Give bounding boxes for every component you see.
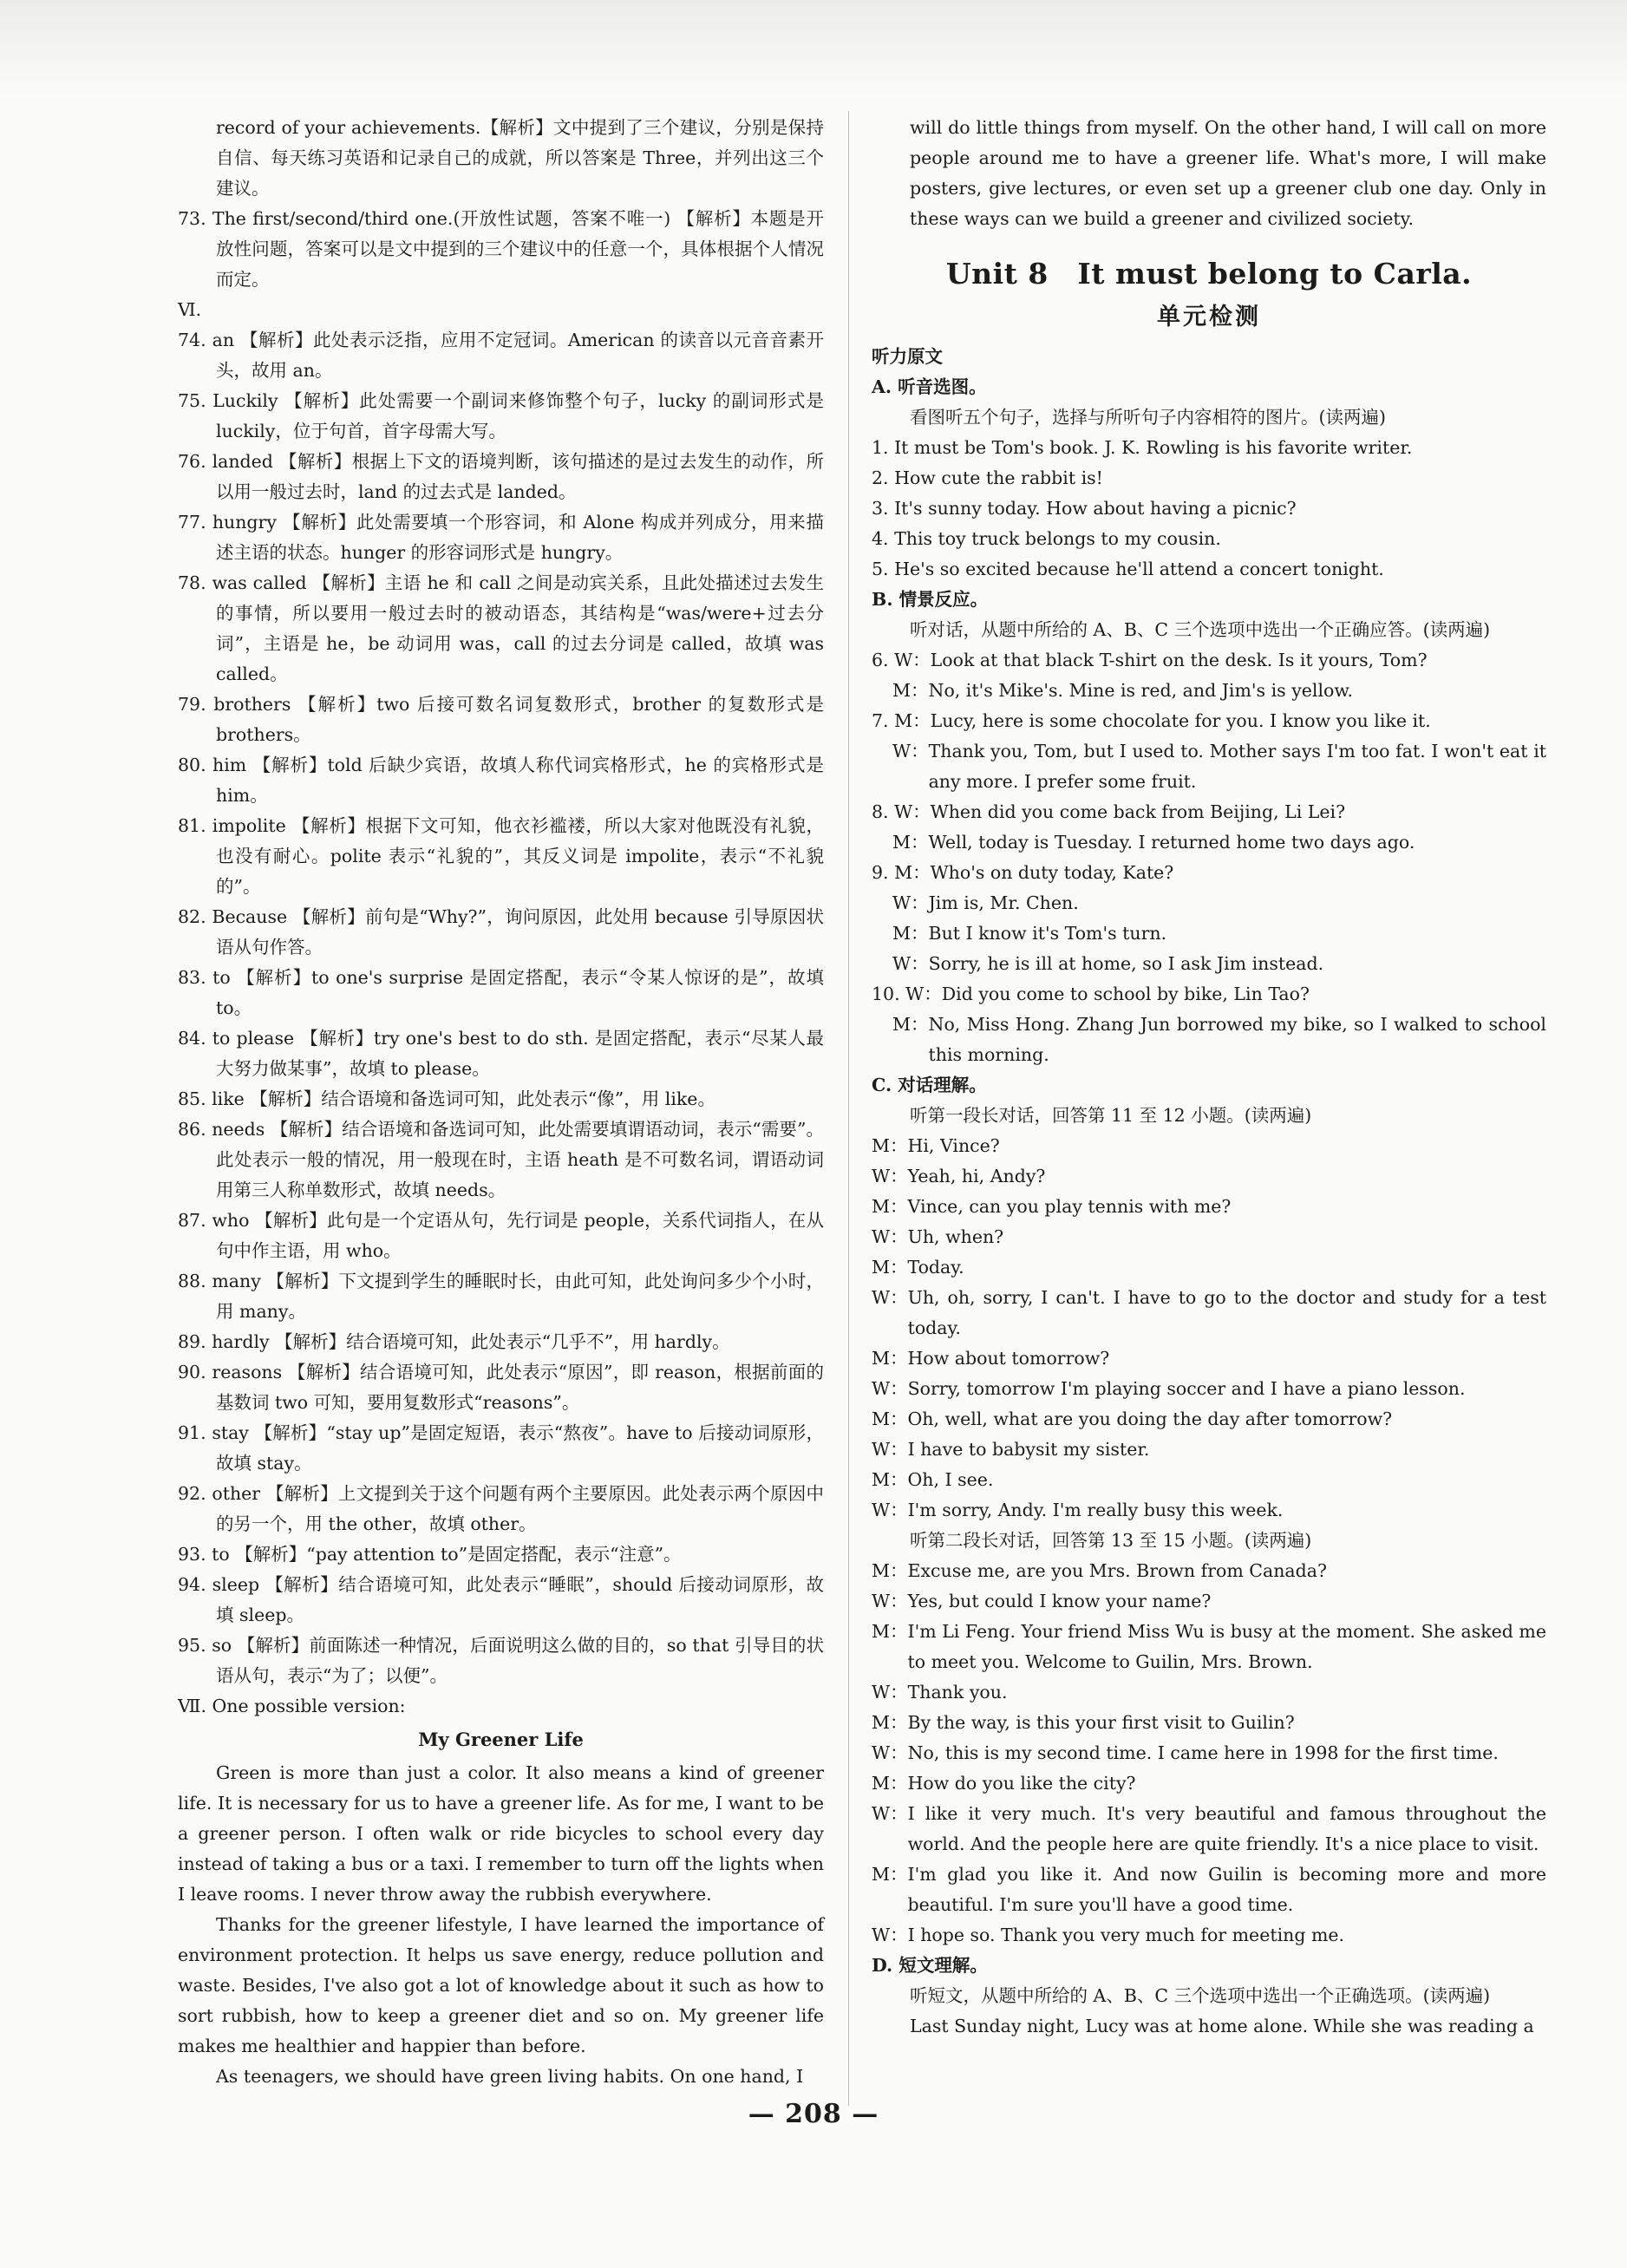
essay-paragraph: Thanks for the greener lifestyle, I have learned the importance of environment protection. It helps us save energy, reduce pollution and waste. Besides, I've also got a lot of knowledge about it such as how to sort rubbish, how to keep a greener diet and so on. My greener life makes me healthier and happier than before. (178, 1914, 824, 2056)
dialog-line (872, 1404, 1546, 1435)
speaker-label: M： (872, 1196, 908, 1217)
speaker-label: W： (872, 1439, 908, 1460)
section-vi-heading: Ⅵ. (178, 299, 202, 320)
essay-continuation: will do little things from myself. On the other hand, I will call on more people around me to have a greener life. What's more, I will make posters, give lectures, or even set up a greener club one day. Only in these ways can we build a greener and civilized society. (910, 117, 1546, 229)
dialog-line (872, 1768, 1546, 1799)
speaker-label: W： (872, 1226, 908, 1247)
section-b-instruction: 听对话，从题中所给的 A、B、C 三个选项中选出一个正确应答。(读两遍) (910, 619, 1491, 640)
dialog-text: I hope so. Thank you very much for meeting me. (907, 1925, 1345, 1945)
dialog-line (872, 1495, 1546, 1526)
dialog-text: But I know it's Tom's turn. (928, 923, 1167, 944)
section-d-heading: D. 短文理解。 (872, 1955, 988, 1976)
listening-label: 听力原文 (872, 346, 943, 367)
speaker-label: M： (872, 1257, 908, 1278)
dialog-line (872, 1343, 1546, 1374)
dialog-text: Jim is, Mr. Chen. (928, 892, 1079, 913)
speaker-label: M： (892, 923, 929, 944)
dialog-text: Yes, but could I know your name? (907, 1591, 1212, 1611)
dialog-text: Thank you, Tom, but I used to. Mother says I'm too fat. I won't eat it any more. I prefer some fruit. (928, 741, 1546, 792)
speaker-label: M： (872, 1773, 908, 1794)
section-a-instruction: 看图听五个句子，选择与所听句子内容相符的图片。(读两遍) (910, 407, 1386, 428)
answer-item: 77. hungry 【解析】此处需要填一个形容词，和 Alone 构成并列成分，用来描述主语的状态。hunger 的形容词形式是 hungry。 (178, 512, 824, 563)
speaker-label: W： (872, 1742, 908, 1763)
section-c-instruction-2: 听第二段长对话，回答第 13 至 15 小题。(读两遍) (910, 1530, 1312, 1551)
dialog-line (872, 1010, 1546, 1070)
speaker-label: M： (892, 1014, 929, 1035)
speaker-label: M： (872, 1469, 908, 1490)
section-c-heading: C. 对话理解。 (872, 1075, 987, 1095)
dialog-text: Did you come to school by bike, Lin Tao? (941, 984, 1310, 1004)
speaker-label: W： (872, 1591, 908, 1611)
dialog-text: Who's on duty today, Kate? (930, 862, 1174, 883)
speaker-label: M： (872, 1864, 908, 1885)
answer-item: 86. needs 【解析】结合语境和备选词可知，此处需要填谓语动词，表示“需要”。此处表示一般的情况，用一般现在时，主语 heath 是不可数名词，谓语动词用第三人称单数形式，故填 needs。 (178, 1119, 824, 1200)
dialog-text: How do you like the city? (907, 1773, 1136, 1794)
page-number: — 208 — (748, 2099, 879, 2129)
dialog-line (872, 1799, 1546, 1859)
section-d-text: Last Sunday night, Lucy was at home alone. While she was reading a (910, 2016, 1534, 2036)
dialog-line (872, 918, 1546, 949)
answer-item: 94. sleep 【解析】结合语境可知，此处表示“睡眠”，should 后接动词原形，故填 sleep。 (178, 1574, 824, 1625)
answer-item: 93. to 【解析】“pay attention to”是固定搭配，表示“注意”。 (178, 1544, 682, 1565)
answer-intro: record of your achievements.【解析】文中提到了三个建议，分别是保持自信、每天练习英语和记录自己的成就，所以答案是 Three，并列出这三个建议。 (216, 117, 824, 199)
scan-top-shading (0, 0, 1627, 95)
answer-item: 78. was called 【解析】主语 he 和 call 之间是动宾关系，且此处描述过去发生的事情，所以要用一般过去时的被动语态，其结构是“was/were+过去分词”，主语是 he，be 动词用 was，call 的过去分词是 called，故填 was called。 (178, 572, 824, 684)
answer-item: 81. impolite 【解析】根据下文可知，他衣衫褴褛，所以大家对他既没有礼貌，也没有耐心。polite 表示“礼貌的”，其反义词是 impolite，表示“不礼貌的”。 (178, 815, 824, 897)
dialog-text: Sorry, he is ill at home, so I ask Jim instead. (928, 953, 1324, 974)
dialog-line (872, 1556, 1546, 1586)
dialog-text: Yeah, hi, Andy? (907, 1166, 1046, 1186)
dialog-text: How about tomorrow? (907, 1348, 1110, 1369)
listening-sentence: 4. This toy truck belongs to my cousin. (872, 528, 1221, 549)
dialog-line (872, 1617, 1546, 1677)
answer-item: 80. him 【解析】told 后缺少宾语，故填人称代词宾格形式，he 的宾格形式是 him。 (178, 755, 824, 806)
answer-item: 88. many 【解析】下文提到学生的睡眠时长，由此可知，此处询问多少个小时，用 many。 (178, 1271, 824, 1322)
speaker-label: M： (892, 832, 929, 853)
dialog-line (872, 1738, 1546, 1768)
speaker-label: M： (872, 1409, 908, 1429)
answer-item: 82. Because 【解析】前句是“Why?”，询问原因，此处用 because 引导原因状语从句作答。 (178, 906, 824, 958)
dialog-line (872, 1586, 1546, 1617)
dialog-line (872, 979, 1546, 1010)
speaker-label: W： (872, 1287, 908, 1308)
right-column (872, 113, 1546, 2042)
answer-item: 91. stay 【解析】“stay up”是固定短语，表示“熬夜”。have to 后接动词原形，故填 stay。 (178, 1422, 824, 1474)
speaker-label: M： (872, 1348, 908, 1369)
dialog-text: Today. (907, 1257, 964, 1278)
column-divider (848, 111, 849, 2106)
section-b-dialogs (872, 645, 1546, 1070)
dialog-text: I'm glad you like it. And now Guilin is becoming more and more beautiful. I'm sure you'll have a good time. (907, 1864, 1546, 1915)
section-c-instruction-1: 听第一段长对话，回答第 11 至 12 小题。(读两遍) (910, 1105, 1312, 1126)
answer-item: 95. so 【解析】前面陈述一种情况，后面说明这么做的目的，so that 引导目的状语从句，表示“为了；以便”。 (178, 1635, 824, 1686)
section-c-dialog-1 (872, 1131, 1546, 1526)
dialog-text: By the way, is this your first visit to Guilin? (907, 1712, 1295, 1733)
listening-sentence: 3. It's sunny today. How about having a picnic? (872, 498, 1297, 519)
dialog-text: Look at that black T-shirt on the desk. Is it yours, Tom? (930, 650, 1428, 670)
dialog-text: Uh, when? (907, 1226, 1004, 1247)
speaker-label: W： (892, 741, 929, 761)
dialog-text: I'm Li Feng. Your friend Miss Wu is busy at the moment. She asked me to meet you. Welcome to Guilin, Mrs. Brown. (907, 1621, 1546, 1672)
unit-subtitle: 单元检测 (1157, 304, 1261, 330)
listening-sentence: 5. He's so excited because he'll attend a concert tonight. (872, 559, 1384, 579)
dialog-line (872, 1283, 1546, 1343)
dialog-line (872, 1131, 1546, 1161)
dialog-text: Sorry, tomorrow I'm playing soccer and I have a piano lesson. (907, 1378, 1466, 1399)
speaker-label: 10. W： (872, 984, 942, 1004)
answer-item: 74. an 【解析】此处表示泛指，应用不定冠词。American 的读音以元音音素开头，故用 an。 (178, 330, 824, 381)
answer-item: 76. landed 【解析】根据上下文的语境判断，该句描述的是过去发生的动作，所以用一般过去时，land 的过去式是 landed。 (178, 451, 824, 502)
speaker-label: 6. W： (872, 650, 931, 670)
speaker-label: W： (872, 1166, 908, 1186)
answer-item: 90. reasons 【解析】结合语境可知，此处表示“原因”，即 reason，根据前面的基数词 two 可知，要用复数形式“reasons”。 (178, 1362, 824, 1413)
dialog-line (872, 1435, 1546, 1465)
answer-item: 92. other 【解析】上文提到关于这个问题有两个主要原因。此处表示两个原因中的另一个，用 the other，故填 other。 (178, 1483, 824, 1534)
dialog-text: I like it very much. It's very beautiful and famous throughout the world. And the people here are quite friendly. It's a nice place to visit. (907, 1803, 1546, 1854)
dialog-line (872, 1859, 1546, 1920)
dialog-line (872, 1192, 1546, 1222)
listening-sentence: 2. How cute the rabbit is! (872, 467, 1103, 488)
speaker-label: M： (872, 1712, 908, 1733)
answer-item: 75. Luckily 【解析】此处需要一个副词来修饰整个句子，lucky 的副词形式是 luckily，位于句首，首字母需大写。 (178, 390, 824, 441)
dialog-text: No, it's Mike's. Mine is red, and Jim's is yellow. (928, 680, 1353, 701)
essay-paragraph: Green is more than just a color. It also means a kind of greener life. It is necessary for us to have a greener life. As for me, I want to be a greener person. I often walk or ride bicycles to school every day instead of taking a bus or a taxi. I remember to turn off the lights when I leave rooms. I never throw away the rubbish everywhere. (178, 1762, 824, 1905)
dialog-text: Uh, oh, sorry, I can't. I have to go to the doctor and study for a test today. (907, 1287, 1546, 1338)
dialog-text: Vince, can you play tennis with me? (907, 1196, 1232, 1217)
answer-item: 85. like 【解析】结合语境和备选词可知，此处表示“像”，用 like。 (178, 1088, 715, 1109)
speaker-label: W： (892, 953, 929, 974)
listening-sentence: 1. It must be Tom's book. J. K. Rowling is his favorite writer. (872, 437, 1413, 458)
dialog-line (872, 1920, 1546, 1951)
unit-title: Unit 8 It must belong to Carla. (945, 257, 1473, 291)
dialog-line (872, 1222, 1546, 1252)
speaker-label: 8. W： (872, 801, 931, 822)
dialog-line (872, 736, 1546, 797)
essay-title: My Greener Life (418, 1729, 584, 1750)
dialog-line (872, 1677, 1546, 1708)
section-c-dialog-2 (872, 1556, 1546, 1951)
speaker-label: M： (872, 1621, 908, 1642)
dialog-line (872, 1161, 1546, 1192)
answer-73: 73. The first/second/third one.(开放性试题，答案不唯一) 【解析】本题是开放性问题，答案可以是文中提到的三个建议中的任意一个，具体根据个人情况而定。 (178, 208, 824, 290)
speaker-label: W： (872, 1500, 908, 1520)
speaker-label: W： (892, 892, 929, 913)
dialog-text: I'm sorry, Andy. I'm really busy this week. (907, 1500, 1284, 1520)
dialog-text: I have to babysit my sister. (907, 1439, 1150, 1460)
dialog-text: No, Miss Hong. Zhang Jun borrowed my bike, so I walked to school this morning. (928, 1014, 1546, 1065)
dialog-text: Thank you. (907, 1682, 1008, 1703)
speaker-label: M： (892, 680, 929, 701)
speaker-label: W： (872, 1925, 908, 1945)
speaker-label: W： (872, 1803, 908, 1824)
dialog-text: Oh, well, what are you doing the day after tomorrow? (907, 1409, 1393, 1429)
essay-paragraph: As teenagers, we should have green living habits. On one hand, I (216, 2066, 804, 2087)
speaker-label: M： (872, 1135, 908, 1156)
dialog-text: Hi, Vince? (907, 1135, 1000, 1156)
answer-item: 83. to 【解析】to one's surprise 是固定搭配，表示“令某人惊讶的是”，故填 to。 (178, 967, 824, 1018)
dialog-line (872, 1252, 1546, 1283)
dialog-text: Excuse me, are you Mrs. Brown from Canada? (907, 1560, 1327, 1581)
dialog-line (872, 706, 1546, 736)
dialog-text: Oh, I see. (907, 1469, 994, 1490)
section-b-heading: B. 情景反应。 (872, 589, 989, 610)
answer-item: 79. brothers 【解析】two 后接可数名词复数形式，brother 的复数形式是 brothers。 (178, 694, 824, 745)
dialog-line (872, 1374, 1546, 1404)
answer-item: 87. who 【解析】此句是一个定语从句，先行词是 people，关系代词指人，在从句中作主语，用 who。 (178, 1210, 824, 1261)
dialog-text: Lucy, here is some chocolate for you. I know you like it. (930, 710, 1431, 731)
dialog-line (872, 1465, 1546, 1495)
section-a-items (872, 433, 1546, 585)
speaker-label: W： (872, 1378, 908, 1399)
dialog-line (872, 797, 1546, 827)
dialog-line (872, 858, 1546, 888)
dialog-line (872, 1708, 1546, 1738)
dialog-line (872, 645, 1546, 676)
dialog-text: Well, today is Tuesday. I returned home two days ago. (928, 832, 1415, 853)
dialog-line (872, 676, 1546, 706)
answer-item: 84. to please 【解析】try one's best to do sth. 是固定搭配，表示“尽某人最大努力做某事”，故填 to please。 (178, 1028, 824, 1079)
section-vii-heading: Ⅶ. One possible version: (178, 1696, 406, 1716)
dialog-line (872, 827, 1546, 858)
dialog-text: No, this is my second time. I came here in 1998 for the first time. (907, 1742, 1499, 1763)
speaker-label: W： (872, 1682, 908, 1703)
dialog-line (872, 888, 1546, 918)
dialog-text: When did you come back from Beijing, Li Lei? (930, 801, 1346, 822)
speaker-label: 9. M： (872, 862, 931, 883)
speaker-label: M： (872, 1560, 908, 1581)
speaker-label: 7. M： (872, 710, 931, 731)
answer-list (178, 325, 824, 1691)
answer-item: 89. hardly 【解析】结合语境可知，此处表示“几乎不”，用 hardly。 (178, 1331, 730, 1352)
section-d-instruction: 听短文，从题中所给的 A、B、C 三个选项中选出一个正确选项。(读两遍) (910, 1985, 1491, 2006)
section-a-heading: A. 听音选图。 (872, 376, 987, 397)
dialog-line (872, 949, 1546, 979)
left-column (178, 113, 824, 2092)
